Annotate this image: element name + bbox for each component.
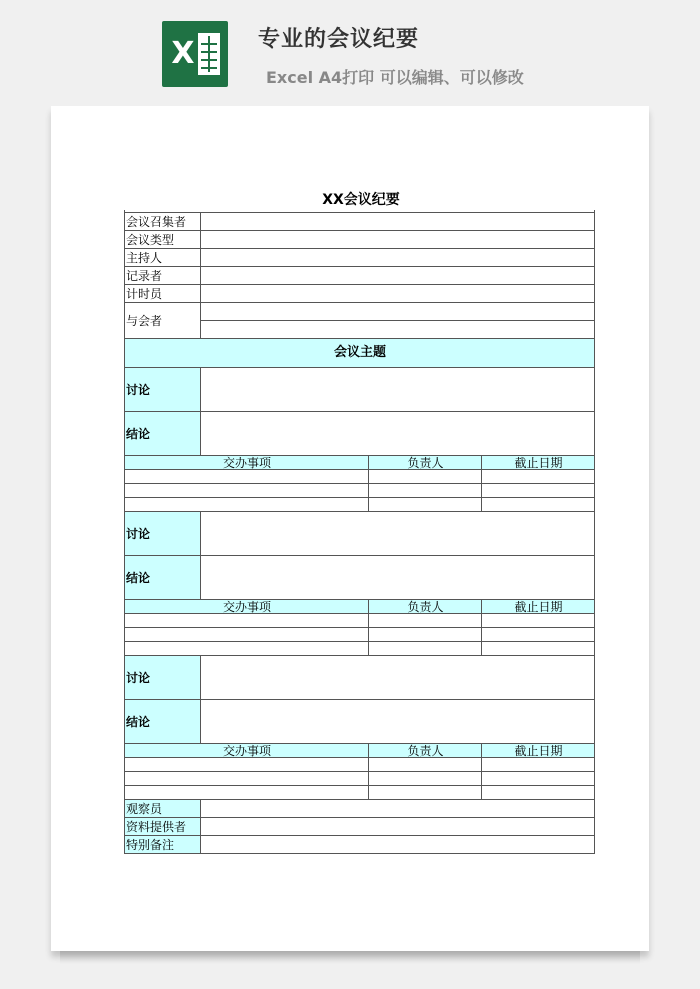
recorder-label: 记录者 xyxy=(125,267,201,285)
deadline-cell[interactable] xyxy=(482,786,595,800)
discussion-label-3: 讨论 xyxy=(125,656,201,700)
deadline-header-3: 截止日期 xyxy=(482,744,595,758)
owner-cell[interactable] xyxy=(369,614,482,628)
host-label: 主持人 xyxy=(125,249,201,267)
attendees-row xyxy=(125,303,595,321)
discussion-field-1[interactable] xyxy=(201,368,595,412)
deadline-cell[interactable] xyxy=(482,772,595,786)
attendees-field-2[interactable] xyxy=(201,321,595,339)
excel-grid-icon xyxy=(198,33,220,75)
table-row xyxy=(125,498,595,512)
conclusion-row-3 xyxy=(125,700,595,744)
owner-cell[interactable] xyxy=(369,484,482,498)
document-page xyxy=(51,106,649,951)
deadline-cell[interactable] xyxy=(482,758,595,772)
owner-cell[interactable] xyxy=(369,786,482,800)
provider-field[interactable] xyxy=(201,818,595,836)
table-row xyxy=(125,786,595,800)
remarks-row xyxy=(125,836,595,854)
conclusion-field-3[interactable] xyxy=(201,700,595,744)
table-row xyxy=(125,772,595,786)
action-cell[interactable] xyxy=(125,772,369,786)
action-cell[interactable] xyxy=(125,470,369,484)
action-cell[interactable] xyxy=(125,484,369,498)
minutes-table xyxy=(124,210,595,854)
discussion-row-1 xyxy=(125,368,595,412)
table-row xyxy=(125,484,595,498)
owner-header-3: 负责人 xyxy=(369,744,482,758)
table-row xyxy=(125,470,595,484)
timekeeper-field[interactable] xyxy=(201,285,595,303)
discussion-row-2 xyxy=(125,512,595,556)
conclusion-label-2: 结论 xyxy=(125,556,201,600)
banner-title: 专业的会议纪要 xyxy=(258,27,420,52)
owner-cell[interactable] xyxy=(369,642,482,656)
deadline-cell[interactable] xyxy=(482,498,595,512)
attendees-label: 与会者 xyxy=(125,303,201,339)
host-field[interactable] xyxy=(201,249,595,267)
document-title: XX会议纪要 xyxy=(322,192,400,208)
banner-subtitle: Excel A4打印 可以编辑、可以修改 xyxy=(266,68,524,87)
table-row xyxy=(125,642,595,656)
owner-header-1: 负责人 xyxy=(369,456,482,470)
conclusion-field-1[interactable] xyxy=(201,412,595,456)
owner-cell[interactable] xyxy=(369,772,482,786)
conclusion-row-1 xyxy=(125,412,595,456)
convener-label: 会议召集者 xyxy=(125,213,201,231)
host-row xyxy=(125,249,595,267)
table-row xyxy=(125,614,595,628)
timekeeper-row xyxy=(125,285,595,303)
action-header-row-1 xyxy=(125,456,595,470)
topic-heading: 会议主题 xyxy=(125,339,595,368)
convener-field[interactable] xyxy=(201,213,595,231)
action-header-row-3 xyxy=(125,744,595,758)
deadline-cell[interactable] xyxy=(482,470,595,484)
discussion-label-1: 讨论 xyxy=(125,368,201,412)
remarks-label: 特别备注 xyxy=(125,836,201,854)
action-cell[interactable] xyxy=(125,614,369,628)
conclusion-label-3: 结论 xyxy=(125,700,201,744)
action-cell[interactable] xyxy=(125,758,369,772)
action-cell[interactable] xyxy=(125,498,369,512)
paper-shadow xyxy=(60,950,640,964)
deadline-cell[interactable] xyxy=(482,642,595,656)
action-item-header-1: 交办事项 xyxy=(125,456,369,470)
observer-label: 观察员 xyxy=(125,800,201,818)
observer-row xyxy=(125,800,595,818)
discussion-row-3 xyxy=(125,656,595,700)
attendees-field-1[interactable] xyxy=(201,303,595,321)
type-row xyxy=(125,231,595,249)
convener-row xyxy=(125,213,595,231)
type-field[interactable] xyxy=(201,231,595,249)
deadline-cell[interactable] xyxy=(482,628,595,642)
deadline-cell[interactable] xyxy=(482,614,595,628)
discussion-field-2[interactable] xyxy=(201,512,595,556)
table-row xyxy=(125,758,595,772)
action-cell[interactable] xyxy=(125,628,369,642)
topic-row xyxy=(125,339,595,368)
excel-x-letter: X xyxy=(171,36,195,71)
action-item-header-3: 交办事项 xyxy=(125,744,369,758)
conclusion-row-2 xyxy=(125,556,595,600)
table-row xyxy=(125,628,595,642)
action-item-header-2: 交办事项 xyxy=(125,600,369,614)
timekeeper-label: 计时员 xyxy=(125,285,201,303)
remarks-field[interactable] xyxy=(201,836,595,854)
recorder-field[interactable] xyxy=(201,267,595,285)
excel-logo-icon xyxy=(162,21,228,87)
owner-cell[interactable] xyxy=(369,470,482,484)
action-header-row-2 xyxy=(125,600,595,614)
provider-row xyxy=(125,818,595,836)
owner-header-2: 负责人 xyxy=(369,600,482,614)
observer-field[interactable] xyxy=(201,800,595,818)
owner-cell[interactable] xyxy=(369,628,482,642)
deadline-cell[interactable] xyxy=(482,484,595,498)
conclusion-label-1: 结论 xyxy=(125,412,201,456)
owner-cell[interactable] xyxy=(369,758,482,772)
deadline-header-2: 截止日期 xyxy=(482,600,595,614)
action-cell[interactable] xyxy=(125,786,369,800)
action-cell[interactable] xyxy=(125,642,369,656)
conclusion-field-2[interactable] xyxy=(201,556,595,600)
type-label: 会议类型 xyxy=(125,231,201,249)
owner-cell[interactable] xyxy=(369,498,482,512)
recorder-row xyxy=(125,267,595,285)
provider-label: 资料提供者 xyxy=(125,818,201,836)
discussion-field-3[interactable] xyxy=(201,656,595,700)
deadline-header-1: 截止日期 xyxy=(482,456,595,470)
discussion-label-2: 讨论 xyxy=(125,512,201,556)
